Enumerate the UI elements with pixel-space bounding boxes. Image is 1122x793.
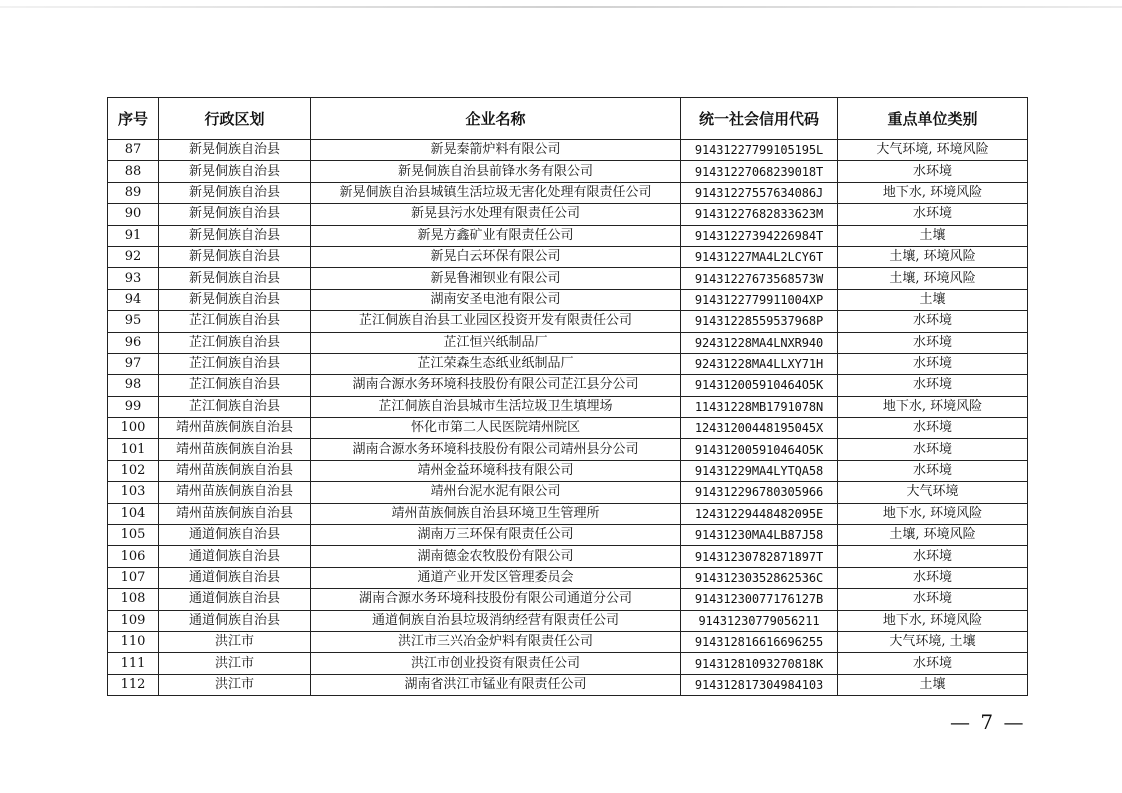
cell-index: 87 [108, 140, 159, 161]
cell-index: 97 [108, 353, 159, 374]
cell-company-name: 新晃秦箭炉料有限公司 [311, 140, 681, 161]
cell-unit-category: 地下水, 环境风险 [838, 610, 1028, 631]
table-row [108, 631, 1028, 652]
cell-credit-code: 91431229MA4LYTQA58 [681, 460, 838, 481]
cell-unit-category: 大气环境, 环境风险 [838, 140, 1028, 161]
header-unit-category: 重点单位类别 [838, 98, 1028, 140]
cell-company-name: 湖南安圣电池有限公司 [311, 289, 681, 310]
table-row [108, 332, 1028, 353]
enterprise-table-container [107, 97, 1027, 696]
table-row [108, 161, 1028, 182]
cell-region: 靖州苗族侗族自治县 [159, 418, 311, 439]
header-region: 行政区划 [159, 98, 311, 140]
cell-region: 芷江侗族自治县 [159, 396, 311, 417]
table-row [108, 246, 1028, 267]
table-row [108, 653, 1028, 674]
cell-company-name: 芷江侗族自治县工业园区投资开发有限责任公司 [311, 311, 681, 332]
cell-credit-code: 914312296780305966 [681, 482, 838, 503]
cell-unit-category: 土壤, 环境风险 [838, 246, 1028, 267]
cell-unit-category: 大气环境, 土壤 [838, 631, 1028, 652]
cell-region: 新晃侗族自治县 [159, 140, 311, 161]
cell-unit-category: 水环境 [838, 204, 1028, 225]
table-row [108, 482, 1028, 503]
cell-region: 通道侗族自治县 [159, 589, 311, 610]
cell-unit-category: 水环境 [838, 567, 1028, 588]
cell-credit-code: 91431281093270818K [681, 653, 838, 674]
cell-index: 105 [108, 525, 159, 546]
cell-index: 100 [108, 418, 159, 439]
key-unit-enterprise-table [107, 97, 1028, 696]
cell-region: 新晃侗族自治县 [159, 246, 311, 267]
table-row [108, 610, 1028, 631]
cell-unit-category: 地下水, 环境风险 [838, 503, 1028, 524]
table-row [108, 182, 1028, 203]
cell-company-name: 新晃县污水处理有限责任公司 [311, 204, 681, 225]
cell-index: 96 [108, 332, 159, 353]
cell-company-name: 洪江市创业投资有限责任公司 [311, 653, 681, 674]
header-credit-code: 统一社会信用代码 [681, 98, 838, 140]
cell-company-name: 芷江恒兴纸制品厂 [311, 332, 681, 353]
cell-credit-code: 91431227799105195L [681, 140, 838, 161]
cell-credit-code: 91431227673568573W [681, 268, 838, 289]
cell-index: 93 [108, 268, 159, 289]
cell-region: 靖州苗族侗族自治县 [159, 460, 311, 481]
table-row [108, 418, 1028, 439]
cell-unit-category: 地下水, 环境风险 [838, 396, 1028, 417]
table-row [108, 140, 1028, 161]
cell-unit-category: 土壤, 环境风险 [838, 525, 1028, 546]
cell-index: 91 [108, 225, 159, 246]
table-row [108, 353, 1028, 374]
table-row [108, 525, 1028, 546]
table-row [108, 225, 1028, 246]
cell-credit-code: 91431227068239018T [681, 161, 838, 182]
cell-index: 112 [108, 674, 159, 695]
cell-unit-category: 水环境 [838, 311, 1028, 332]
cell-unit-category: 水环境 [838, 375, 1028, 396]
table-row [108, 589, 1028, 610]
cell-unit-category: 水环境 [838, 439, 1028, 460]
cell-index: 103 [108, 482, 159, 503]
cell-index: 109 [108, 610, 159, 631]
cell-company-name: 通道侗族自治县垃圾消纳经营有限责任公司 [311, 610, 681, 631]
cell-credit-code: 91431230779056211 [681, 610, 838, 631]
cell-index: 88 [108, 161, 159, 182]
cell-unit-category: 水环境 [838, 546, 1028, 567]
table-row [108, 204, 1028, 225]
cell-unit-category: 土壤 [838, 674, 1028, 695]
table-body [108, 140, 1028, 696]
cell-credit-code: 92431228MA4LNXR940 [681, 332, 838, 353]
cell-company-name: 新晃鲁湘钡业有限公司 [311, 268, 681, 289]
table-row [108, 674, 1028, 695]
cell-unit-category: 水环境 [838, 418, 1028, 439]
cell-index: 102 [108, 460, 159, 481]
table-row [108, 396, 1028, 417]
cell-company-name: 怀化市第二人民医院靖州院区 [311, 418, 681, 439]
cell-company-name: 湖南合源水务环境科技股份有限公司芷江县分公司 [311, 375, 681, 396]
cell-unit-category: 土壤, 环境风险 [838, 268, 1028, 289]
cell-region: 新晃侗族自治县 [159, 161, 311, 182]
cell-company-name: 新晃侗族自治县前锋水务有限公司 [311, 161, 681, 182]
cell-credit-code: 91431228559537968P [681, 311, 838, 332]
cell-company-name: 新晃侗族自治县城镇生活垃圾无害化处理有限责任公司 [311, 182, 681, 203]
cell-company-name: 湖南万三环保有限责任公司 [311, 525, 681, 546]
cell-credit-code: 92431228MA4LLXY71H [681, 353, 838, 374]
scan-top-edge [0, 6, 1122, 8]
header-row [108, 98, 1028, 140]
cell-index: 89 [108, 182, 159, 203]
cell-company-name: 湖南合源水务环境科技股份有限公司通道分公司 [311, 589, 681, 610]
cell-index: 95 [108, 311, 159, 332]
cell-index: 101 [108, 439, 159, 460]
table-row [108, 268, 1028, 289]
cell-region: 新晃侗族自治县 [159, 289, 311, 310]
cell-credit-code: 91431227682833623M [681, 204, 838, 225]
cell-unit-category: 土壤 [838, 225, 1028, 246]
cell-credit-code: 9143122779911004XP [681, 289, 838, 310]
cell-region: 通道侗族自治县 [159, 567, 311, 588]
table-row [108, 439, 1028, 460]
cell-index: 111 [108, 653, 159, 674]
cell-unit-category: 水环境 [838, 161, 1028, 182]
cell-credit-code: 91431230MA4LB87J58 [681, 525, 838, 546]
cell-company-name: 通道产业开发区管理委员会 [311, 567, 681, 588]
cell-company-name: 靖州金益环境科技有限公司 [311, 460, 681, 481]
table-row [108, 460, 1028, 481]
cell-unit-category: 水环境 [838, 653, 1028, 674]
cell-company-name: 洪江市三兴冶金炉料有限责任公司 [311, 631, 681, 652]
cell-credit-code: 914312005910464O5K [681, 439, 838, 460]
cell-region: 洪江市 [159, 631, 311, 652]
table-row [108, 311, 1028, 332]
cell-index: 107 [108, 567, 159, 588]
cell-index: 104 [108, 503, 159, 524]
cell-credit-code: 12431200448195045X [681, 418, 838, 439]
cell-region: 芷江侗族自治县 [159, 311, 311, 332]
cell-region: 通道侗族自治县 [159, 546, 311, 567]
cell-company-name: 湖南省洪江市锰业有限责任公司 [311, 674, 681, 695]
cell-credit-code: 91431227394226984T [681, 225, 838, 246]
cell-region: 靖州苗族侗族自治县 [159, 503, 311, 524]
cell-credit-code: 914312005910464O5K [681, 375, 838, 396]
cell-unit-category: 水环境 [838, 332, 1028, 353]
cell-unit-category: 大气环境 [838, 482, 1028, 503]
cell-region: 通道侗族自治县 [159, 525, 311, 546]
cell-region: 靖州苗族侗族自治县 [159, 482, 311, 503]
cell-company-name: 芷江荣森生态纸业纸制品厂 [311, 353, 681, 374]
cell-credit-code: 914312816616696255 [681, 631, 838, 652]
cell-credit-code: 91431230352862536C [681, 567, 838, 588]
cell-unit-category: 水环境 [838, 353, 1028, 374]
cell-company-name: 湖南德金农牧股份有限公司 [311, 546, 681, 567]
cell-credit-code: 12431229448482095E [681, 503, 838, 524]
page-number: — 7 — [950, 710, 1026, 734]
cell-unit-category: 水环境 [838, 589, 1028, 610]
cell-index: 108 [108, 589, 159, 610]
cell-index: 92 [108, 246, 159, 267]
cell-credit-code: 91431230077176127B [681, 589, 838, 610]
table-row [108, 546, 1028, 567]
cell-region: 新晃侗族自治县 [159, 268, 311, 289]
cell-index: 106 [108, 546, 159, 567]
table-row [108, 375, 1028, 396]
cell-credit-code: 914312817304984103 [681, 674, 838, 695]
cell-region: 洪江市 [159, 674, 311, 695]
cell-region: 新晃侗族自治县 [159, 204, 311, 225]
table-row [108, 289, 1028, 310]
header-company-name: 企业名称 [311, 98, 681, 140]
cell-index: 90 [108, 204, 159, 225]
header-index: 序号 [108, 98, 159, 140]
table-row [108, 567, 1028, 588]
cell-company-name: 芷江侗族自治县城市生活垃圾卫生填埋场 [311, 396, 681, 417]
cell-unit-category: 地下水, 环境风险 [838, 182, 1028, 203]
cell-company-name: 新晃方鑫矿业有限责任公司 [311, 225, 681, 246]
cell-credit-code: 91431230782871897T [681, 546, 838, 567]
cell-unit-category: 水环境 [838, 460, 1028, 481]
cell-credit-code: 91431227MA4L2LCY6T [681, 246, 838, 267]
cell-credit-code: 11431228MB1791078N [681, 396, 838, 417]
cell-region: 新晃侗族自治县 [159, 225, 311, 246]
cell-region: 靖州苗族侗族自治县 [159, 439, 311, 460]
table-row [108, 503, 1028, 524]
cell-credit-code: 91431227557634086J [681, 182, 838, 203]
cell-region: 洪江市 [159, 653, 311, 674]
cell-region: 芷江侗族自治县 [159, 332, 311, 353]
cell-region: 新晃侗族自治县 [159, 182, 311, 203]
cell-index: 110 [108, 631, 159, 652]
cell-region: 芷江侗族自治县 [159, 375, 311, 396]
cell-unit-category: 土壤 [838, 289, 1028, 310]
cell-region: 通道侗族自治县 [159, 610, 311, 631]
cell-index: 98 [108, 375, 159, 396]
cell-company-name: 新晃白云环保有限公司 [311, 246, 681, 267]
cell-company-name: 靖州苗族侗族自治县环境卫生管理所 [311, 503, 681, 524]
cell-company-name: 湖南合源水务环境科技股份有限公司靖州县分公司 [311, 439, 681, 460]
cell-company-name: 靖州台泥水泥有限公司 [311, 482, 681, 503]
table-header [108, 98, 1028, 140]
cell-index: 94 [108, 289, 159, 310]
cell-region: 芷江侗族自治县 [159, 353, 311, 374]
cell-index: 99 [108, 396, 159, 417]
